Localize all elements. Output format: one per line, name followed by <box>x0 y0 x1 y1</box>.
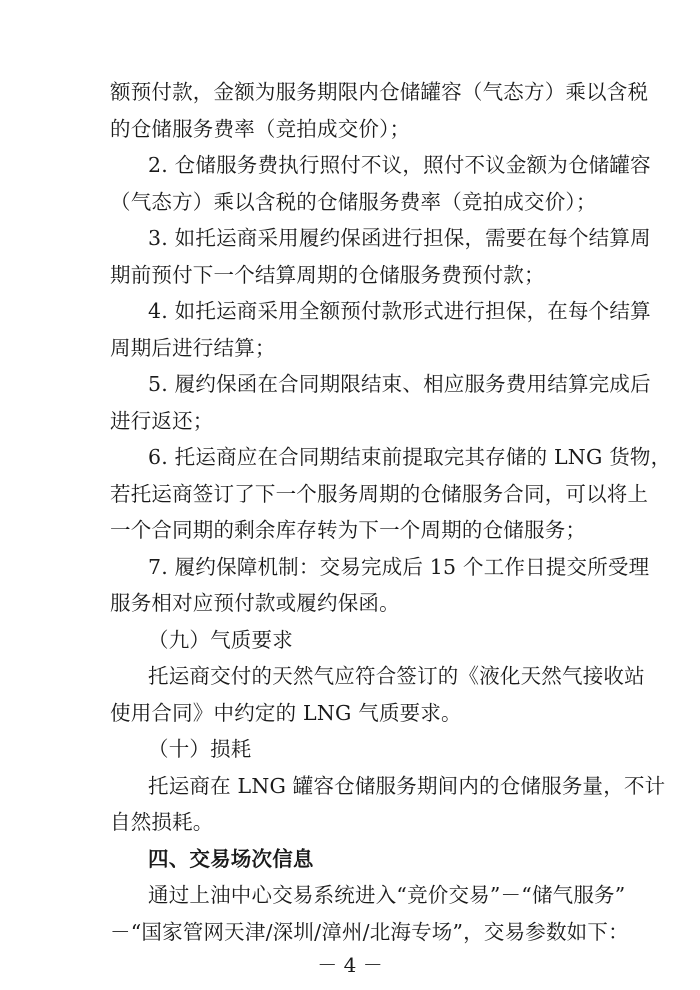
text-line-2: 的仓储服务费率（竞拍成交价）； <box>110 117 411 141</box>
page-number: － 4 － <box>317 953 383 977</box>
text-line-3: 2. 仓储服务费执行照付不议，照付不议金额为仓储罐容 <box>148 153 651 177</box>
text-line-8: 周期后进行结算； <box>110 336 276 360</box>
text-line-5: 3. 如托运商采用履约保函进行担保，需要在每个结算周 <box>148 226 651 250</box>
text-line-9: 5. 履约保函在合同期限结束、相应服务费用结算完成后 <box>148 372 651 396</box>
text-line-6: 期前预付下一个结算周期的仓储服务费预付款； <box>110 263 545 287</box>
section-heading-4: 四、交易场次信息 <box>148 847 314 871</box>
section-heading-10: （十）损耗 <box>148 737 252 761</box>
section-heading-9: （九）气质要求 <box>148 628 293 652</box>
text-line-11: 6. 托运商应在合同期结束前提取完其存储的 LNG 货物， <box>148 445 672 469</box>
text-line-12: 若托运商签订了下一个服务周期的仓储服务合同，可以将上 <box>110 482 649 506</box>
text-line-20: 托运商在 LNG 罐容仓储服务期间内的仓储服务量，不计 <box>148 774 666 798</box>
text-line-10: 进行返还； <box>110 409 214 433</box>
text-line-24: －“国家管网天津/深圳/漳州/北海专场”，交易参数如下： <box>110 920 629 944</box>
text-line-23: 通过上油中心交易系统进入“竞价交易”－“储气服务” <box>148 883 626 907</box>
text-line-7: 4. 如托运商采用全额预付款形式进行担保，在每个结算 <box>148 299 651 323</box>
text-line-14: 7. 履约保障机制：交易完成后 15 个工作日提交所受理 <box>148 555 650 579</box>
text-line-13: 一个合同期的剩余库存转为下一个周期的仓储服务； <box>110 518 587 542</box>
text-line-4: （气态方）乘以含税的仓储服务费率（竞拍成交价）； <box>110 190 597 214</box>
text-line-18: 使用合同》中约定的 LNG 气质要求。 <box>110 701 462 725</box>
text-line-21: 自然损耗。 <box>110 810 214 834</box>
text-line-15: 服务相对应预付款或履约保函。 <box>110 591 400 615</box>
text-line-1: 额预付款，金额为服务期限内仓储罐容（气态方）乘以含税 <box>110 80 649 104</box>
text-line-17: 托运商交付的天然气应符合签订的《液化天然气接收站 <box>148 664 645 688</box>
